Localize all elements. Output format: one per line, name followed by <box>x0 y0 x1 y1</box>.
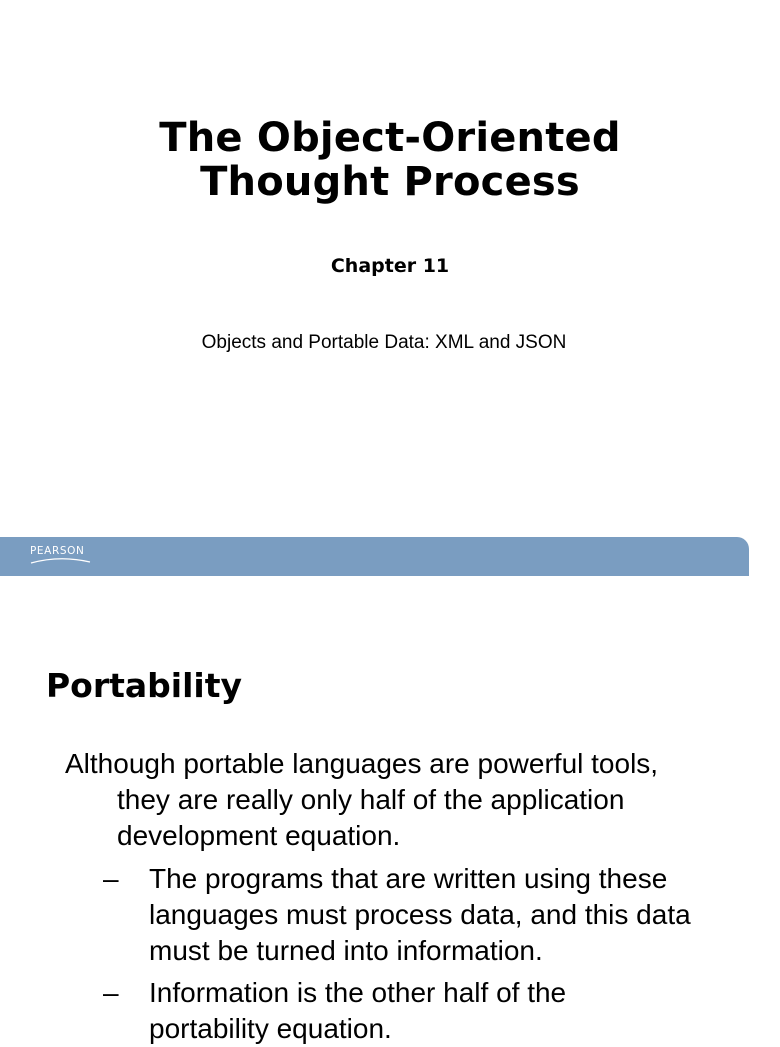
section-title: Portability <box>46 666 243 705</box>
bullet-dash: – <box>103 863 119 894</box>
pearson-logo <box>30 545 94 569</box>
bullet-dash: – <box>103 977 119 1008</box>
pearson-logo-text: PEARSON <box>30 545 85 557</box>
content-slide <box>0 576 768 1044</box>
bullet-line-1: The programs that are written using these <box>149 863 668 894</box>
intro-line-2: they are really only half of the application <box>117 784 625 815</box>
intro-line-3: development equation. <box>117 820 401 851</box>
bullet-item <box>103 975 753 1047</box>
logo-swoosh-icon <box>30 557 92 565</box>
intro-paragraph <box>65 746 745 854</box>
slide-subtitle: Objects and Portable Data: XML and JSON <box>201 332 567 353</box>
bullet-line-3: must be turned into information. <box>149 935 543 966</box>
slide-title <box>0 116 780 204</box>
chapter-label: Chapter 11 <box>330 255 450 277</box>
bullet-line-2: portability equation. <box>149 1013 392 1044</box>
slide-title-line-2: Thought Process <box>200 159 580 205</box>
bullet-line-2: languages must process data, and this data <box>149 899 691 930</box>
intro-line-1: Although portable languages are powerful tools, <box>65 748 659 779</box>
slide-title-line-1: The Object-Oriented <box>159 115 621 161</box>
footer-band <box>0 537 749 576</box>
bullet-item <box>103 861 753 969</box>
bullet-line-1: Information is the other half of the <box>149 977 567 1008</box>
